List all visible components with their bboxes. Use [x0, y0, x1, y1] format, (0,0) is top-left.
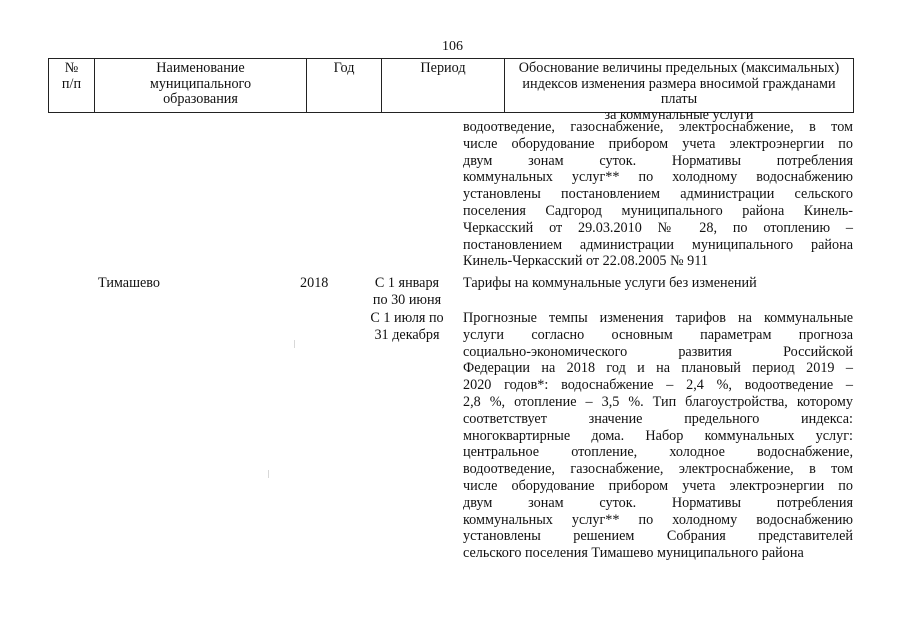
basis-line: Кинель-Черкасский от 22.08.2005 № 911 — [463, 253, 708, 270]
basis-line: центральное отопление, холодное водоснабжение, — [463, 444, 853, 461]
header-basis-line: Обоснование величины предельных (максимальных) — [518, 60, 840, 76]
basis-line: двум зонам суток. Нормативы потребления — [463, 494, 853, 511]
header-number-line: № — [64, 60, 79, 76]
basis-line: 2,8 %, отопление – 3,5 %. Тип благоустройства, которому — [463, 393, 853, 410]
municipality-name: Тимашево — [98, 275, 161, 291]
period-line: С 1 января — [374, 275, 440, 291]
basis-line: коммунальных услуг** по холодному водоснабжению — [463, 169, 853, 186]
header-number — [49, 59, 95, 112]
basis-line: 2020 годов*: водоснабжение – 2,4 %, водоотведение – — [463, 377, 853, 394]
basis-line: двум зонам суток. Нормативы потребления — [463, 152, 853, 169]
basis-continuation — [463, 119, 853, 270]
basis-line: поселения Садгород муниципального района Кинель- — [463, 202, 853, 219]
scan-artifact — [268, 470, 269, 478]
basis-line: коммунальных услуг** по холодному водоснабжению — [463, 511, 853, 528]
basis-line: Черкасский от 29.03.2010 № 28, по отоплению – — [463, 219, 853, 236]
header-municipality — [95, 59, 307, 112]
header-year: Год — [307, 59, 382, 112]
header-basis-line: за коммунальные услуги — [604, 106, 754, 123]
period-second-half — [362, 310, 452, 344]
basis-line: многоквартирные дома. Набор коммунальных услуг: — [463, 427, 853, 444]
table-header — [48, 58, 854, 123]
scan-artifact — [294, 340, 295, 348]
basis-line: водоотведение, газоснабжение, электроснабжение, в том — [463, 119, 853, 135]
basis-line: Федерации на 2018 год и на плановый период 2019 – — [463, 360, 853, 377]
basis-line: установлены решением Собрания представителей — [463, 528, 853, 545]
basis-line: услуги согласно основным параметрам прогноза — [463, 326, 853, 343]
basis-line: водоотведение, газоснабжение, электроснабжение, в том — [463, 461, 853, 478]
basis-second-half — [463, 310, 853, 562]
header-municipality-line: муниципального — [149, 75, 252, 92]
header-basis — [505, 59, 853, 123]
basis-line: соответствует значение предельного индекса: — [463, 410, 853, 427]
basis-line: социально-экономического развития Российской — [463, 343, 853, 360]
basis-line: числе оборудование прибором учета электроэнергии по — [463, 477, 853, 494]
basis-line: числе оборудование прибором учета электроэнергии по — [463, 135, 853, 152]
basis-line: сельского поселения Тимашево муниципального района — [463, 545, 804, 562]
period-line: 31 декабря — [374, 326, 440, 343]
basis-first-half — [463, 275, 853, 292]
basis-line: Тарифы на коммунальные услуги без изменений — [463, 275, 757, 291]
basis-line: постановлением администрации муниципального района — [463, 236, 853, 253]
period-first-half — [362, 275, 452, 309]
basis-line: Прогнозные темпы изменения тарифов на коммунальные — [463, 310, 853, 326]
page-number: 106 — [442, 39, 463, 54]
row-year: 2018 — [300, 275, 329, 291]
basis-line: установлены постановлением администрации сельского — [463, 186, 853, 203]
period-line: С 1 июля по — [370, 310, 444, 326]
header-municipality-line: Наименование — [156, 60, 245, 76]
period-line: по 30 июня — [372, 291, 442, 308]
header-number-line: п/п — [61, 75, 82, 92]
header-municipality-line: образования — [163, 91, 238, 107]
header-period: Период — [382, 59, 505, 112]
header-basis-line: индексов изменения размера вносимой гражданами платы — [522, 75, 836, 107]
